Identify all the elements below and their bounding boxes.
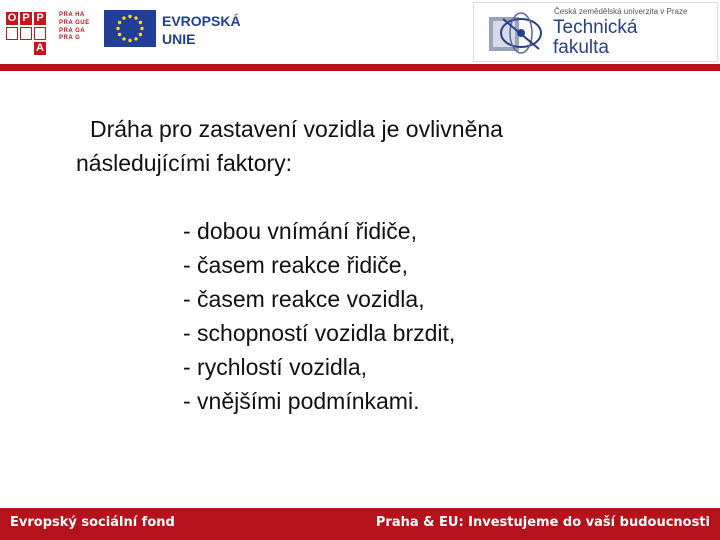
eu-logo-text (162, 12, 241, 48)
slide-intro (76, 112, 636, 180)
footer-right-text: Praha & EU: Investujeme do vaší budoucnosti (375, 515, 710, 530)
intro-line2: následujícími faktory: (76, 150, 293, 176)
oppa-blank-cell (34, 27, 46, 40)
oppa-prague-text (59, 12, 90, 43)
oppa-blank-cell (6, 27, 18, 40)
eu-flag-icon (104, 10, 156, 47)
list-item: - rychlostí vozidla, (183, 354, 368, 380)
eu-line2: UNIE (162, 31, 196, 47)
oppa-blank-cell (20, 27, 32, 40)
oppa-letter-p2: P (34, 12, 46, 25)
faculty-logo (473, 2, 718, 62)
oppa-letter-p1: P (20, 12, 32, 25)
footer-bar (0, 508, 720, 540)
intro-line1: Dráha pro zastavení vozidla je ovlivněna (90, 116, 503, 142)
list-item: - schopností vozidla brzdit, (183, 320, 456, 346)
list-item: - dobou vnímání řidiče, (183, 218, 417, 244)
list-item: - vnějšími podmínkami. (183, 388, 420, 414)
footer-left-text: Evropský sociální fond (10, 515, 175, 530)
oppa-small-line: PRA HA (59, 12, 85, 18)
faculty-emblem-icon (485, 7, 547, 57)
oppa-small-line: PRA GA (59, 27, 86, 34)
faculty-name-line2: fakulta (553, 37, 609, 58)
eu-line1: EVROPSKÁ (162, 13, 241, 29)
list-item: - časem reakce řidiče, (183, 252, 408, 278)
oppa-letter-a: A (34, 42, 46, 55)
faculty-name-line1: Technická (553, 17, 638, 38)
oppa-logo (4, 8, 96, 56)
factors-list (183, 214, 455, 418)
oppa-small-line: PRA G (59, 35, 81, 42)
list-item: - časem reakce vozidla, (183, 286, 425, 312)
header-divider (0, 64, 720, 71)
header (0, 0, 720, 72)
oppa-letter-o: O (7, 12, 17, 24)
oppa-small-line: PRA GUE (59, 19, 90, 26)
university-name: Česká zemědělská univerzita v Praze (554, 7, 688, 16)
